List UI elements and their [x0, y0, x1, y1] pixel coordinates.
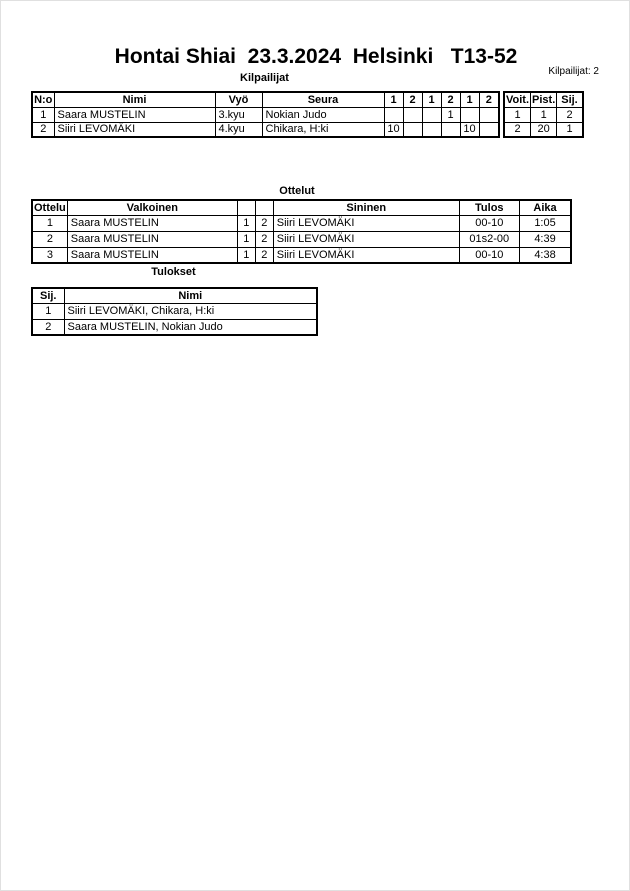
tulokset-header-row [32, 288, 317, 303]
cell-no: 1 [32, 107, 54, 122]
header-sij: Sij. [557, 92, 583, 107]
cell-c2: 2 [255, 215, 273, 231]
section-heading-kilpailijat: Kilpailijat [240, 72, 289, 84]
cell-score [384, 107, 403, 122]
tulokset-table [31, 287, 318, 336]
cell-ottelu: 3 [32, 247, 67, 263]
cell-ottelu: 1 [32, 215, 67, 231]
cell-sij: 2 [32, 319, 64, 335]
table-row [504, 122, 583, 137]
competitor-count-label: Kilpailijat: 2 [548, 66, 599, 77]
cell-c2: 2 [255, 247, 273, 263]
table-row [32, 231, 571, 247]
tulokset-section [31, 287, 318, 336]
cell-tulos: 01s2-00 [459, 231, 519, 247]
cell-aika: 1:05 [519, 215, 571, 231]
cell-nimi: Saara MUSTELIN [54, 107, 215, 122]
header-col2 [255, 200, 273, 215]
cell-vyo: 4.kyu [215, 122, 262, 137]
cell-aika: 4:38 [519, 247, 571, 263]
cell-voit: 2 [504, 122, 531, 137]
table-row [32, 319, 317, 335]
cell-score: 1 [441, 107, 460, 122]
table-row [32, 247, 571, 263]
cell-pist: 20 [531, 122, 557, 137]
cell-voit: 1 [504, 107, 531, 122]
cell-score [479, 107, 499, 122]
cell-valkoinen: Saara MUSTELIN [67, 215, 237, 231]
ottelut-header-row [32, 200, 571, 215]
kilpailijat-summary-table [503, 91, 584, 138]
header-score-col: 1 [460, 92, 479, 107]
cell-sininen: Siiri LEVOMÄKI [273, 247, 459, 263]
cell-score [403, 107, 422, 122]
cell-seura: Nokian Judo [262, 107, 384, 122]
cell-score [441, 122, 460, 137]
header-nimi: Nimi [54, 92, 215, 107]
header-sininen: Sininen [273, 200, 459, 215]
cell-score [422, 107, 441, 122]
cell-c1: 1 [237, 247, 255, 263]
header-no: N:o [32, 92, 54, 107]
header-score-col: 1 [384, 92, 403, 107]
cell-score: 10 [384, 122, 403, 137]
kilpailijat-header-row [32, 92, 499, 107]
header-score-col: 2 [441, 92, 460, 107]
cell-seura: Chikara, H:ki [262, 122, 384, 137]
table-row [32, 303, 317, 319]
table-row [504, 107, 583, 122]
header-aika: Aika [519, 200, 571, 215]
header-score-col: 2 [403, 92, 422, 107]
kilpailijat-table [31, 91, 500, 138]
cell-nimi: Saara MUSTELIN, Nokian Judo [64, 319, 317, 335]
header-score-col: 1 [422, 92, 441, 107]
cell-c2: 2 [255, 231, 273, 247]
cell-sij: 1 [557, 122, 583, 137]
cell-sininen: Siiri LEVOMÄKI [273, 215, 459, 231]
cell-c1: 1 [237, 231, 255, 247]
header-tulos: Tulos [459, 200, 519, 215]
cell-score: 10 [460, 122, 479, 137]
cell-score [479, 122, 499, 137]
header-col1 [237, 200, 255, 215]
section-heading-tulokset: Tulokset [151, 266, 196, 278]
summary-header-row [504, 92, 583, 107]
page-title: Hontai Shiai 23.3.2024 Helsinki T13-52 [114, 45, 518, 68]
cell-score [422, 122, 441, 137]
cell-aika: 4:39 [519, 231, 571, 247]
cell-c1: 1 [237, 215, 255, 231]
cell-sininen: Siiri LEVOMÄKI [273, 231, 459, 247]
section-heading-ottelut: Ottelut [279, 185, 315, 197]
cell-vyo: 3.kyu [215, 107, 262, 122]
header-nimi: Nimi [64, 288, 317, 303]
header-score-col: 2 [479, 92, 499, 107]
cell-valkoinen: Saara MUSTELIN [67, 231, 237, 247]
ottelut-section [31, 199, 572, 264]
table-row [32, 107, 499, 122]
cell-tulos: 00-10 [459, 215, 519, 231]
cell-sij: 2 [557, 107, 583, 122]
cell-nimi: Siiri LEVOMÄKI, Chikara, H:ki [64, 303, 317, 319]
cell-tulos: 00-10 [459, 247, 519, 263]
cell-score [403, 122, 422, 137]
header-sij: Sij. [32, 288, 64, 303]
table-row [32, 215, 571, 231]
cell-ottelu: 2 [32, 231, 67, 247]
cell-pist: 1 [531, 107, 557, 122]
ottelut-table [31, 199, 572, 264]
table-row [32, 122, 499, 137]
header-seura: Seura [262, 92, 384, 107]
cell-valkoinen: Saara MUSTELIN [67, 247, 237, 263]
kilpailijat-section [31, 91, 584, 138]
cell-sij: 1 [32, 303, 64, 319]
header-ottelu: Ottelu [34, 201, 66, 214]
cell-no: 2 [32, 122, 54, 137]
header-valkoinen: Valkoinen [67, 200, 237, 215]
cell-nimi: Siiri LEVOMÄKI [54, 122, 215, 137]
header-pist: Pist. [532, 93, 556, 106]
header-vyo: Vyö [215, 92, 262, 107]
header-voit: Voit. [506, 93, 530, 106]
cell-score [460, 107, 479, 122]
